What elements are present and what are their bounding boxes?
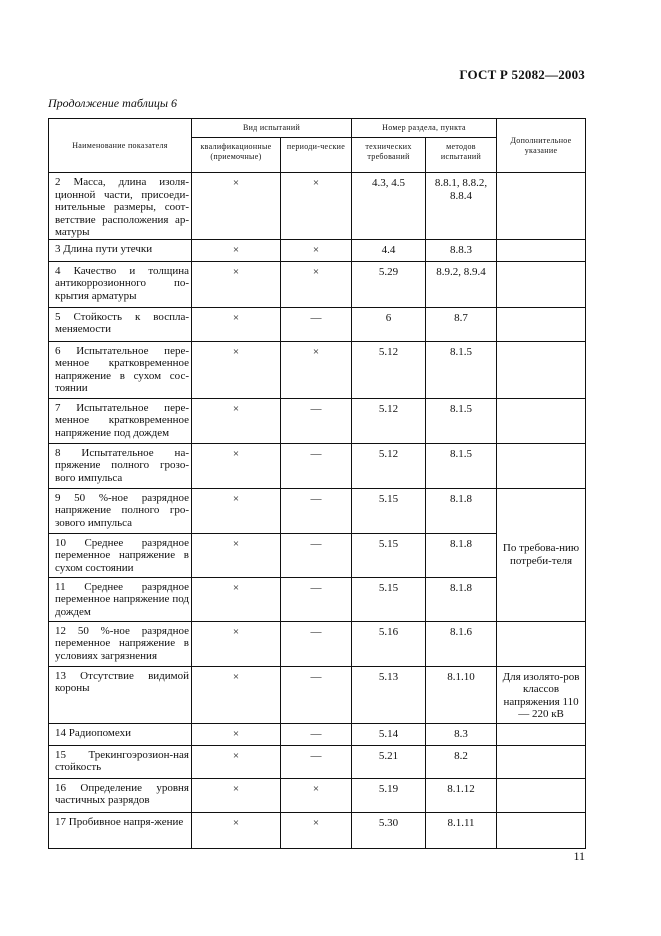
header-periodic: периоди-ческие — [281, 138, 352, 173]
tech-cell: 5.30 — [352, 812, 426, 848]
additional-cell — [497, 261, 586, 307]
table-row — [49, 307, 586, 341]
tech-cell: 4.3, 4.5 — [352, 173, 426, 240]
header-qualification: квалификационные (приемочные) — [192, 138, 281, 173]
qual-cell: × — [192, 666, 281, 723]
period-cell: — — [281, 398, 352, 443]
qual-cell: × — [192, 723, 281, 745]
additional-cell — [497, 745, 586, 778]
method-cell: 8.1.5 — [426, 341, 497, 398]
row-name: 2 Масса, длина изоля-ционной части, присоеди-нительные размеры, соот-ветствие расположения ар-матуры — [49, 173, 192, 240]
method-cell: 8.1.8 — [426, 488, 497, 533]
table-caption: Продолжение таблицы 6 — [48, 96, 178, 110]
period-cell: × — [281, 173, 352, 240]
row-name: 17 Пробивное напря-жение — [49, 812, 192, 848]
qual-cell: × — [192, 239, 281, 261]
tech-cell: 5.19 — [352, 778, 426, 812]
table-row — [49, 398, 586, 443]
additional-note-on-request: По требова-нию потреби-теля — [497, 488, 586, 621]
additional-cell — [497, 812, 586, 848]
additional-cell — [497, 173, 586, 240]
row-name: 12 50 %-ное разрядное переменное напряжение в условиях загрязнения — [49, 621, 192, 666]
period-cell: — — [281, 723, 352, 745]
qual-cell: × — [192, 533, 281, 577]
method-cell: 8.1.5 — [426, 443, 497, 488]
period-cell: — — [281, 533, 352, 577]
method-cell: 8.1.12 — [426, 778, 497, 812]
qual-cell: × — [192, 812, 281, 848]
row-name: 13 Отсутствие видимой короны — [49, 666, 192, 723]
additional-cell — [497, 341, 586, 398]
method-cell: 8.2 — [426, 745, 497, 778]
tech-cell: 5.15 — [352, 577, 426, 621]
tech-cell: 5.21 — [352, 745, 426, 778]
additional-cell — [497, 307, 586, 341]
tech-cell: 5.29 — [352, 261, 426, 307]
method-cell: 8.1.8 — [426, 533, 497, 577]
method-cell: 8.1.10 — [426, 666, 497, 723]
row-name: 4 Качество и толщина антикоррозионного по-крытия арматуры — [49, 261, 192, 307]
tech-cell: 5.12 — [352, 341, 426, 398]
method-cell: 8.1.6 — [426, 621, 497, 666]
table-row — [49, 443, 586, 488]
additional-cell — [497, 778, 586, 812]
table-row — [49, 341, 586, 398]
additional-cell — [497, 239, 586, 261]
table-row — [49, 621, 586, 666]
table-row — [49, 778, 586, 812]
row-name: 5 Стойкость к воспла-меняемости — [49, 307, 192, 341]
period-cell: × — [281, 239, 352, 261]
table-row — [49, 239, 586, 261]
document-code: ГОСТ Р 52082—2003 — [459, 67, 585, 82]
header-test-methods: методов испытаний — [426, 138, 497, 173]
period-cell: — — [281, 443, 352, 488]
row-name: 3 Длина пути утечки — [49, 239, 192, 261]
additional-cell — [497, 443, 586, 488]
table-row — [49, 173, 586, 240]
tech-cell: 5.13 — [352, 666, 426, 723]
additional-cell — [497, 398, 586, 443]
additional-cell — [497, 723, 586, 745]
period-cell: × — [281, 261, 352, 307]
header-tech-requirements: технических требований — [352, 138, 426, 173]
tech-cell: 5.12 — [352, 443, 426, 488]
page-number: 11 — [573, 849, 585, 863]
tech-cell: 5.16 — [352, 621, 426, 666]
tech-cell: 5.15 — [352, 533, 426, 577]
period-cell: — — [281, 577, 352, 621]
period-cell: × — [281, 341, 352, 398]
tech-cell: 5.12 — [352, 398, 426, 443]
row-name: 6 Испытательное пере-менное кратковременное напряжение в сухом сос-тоянии — [49, 341, 192, 398]
row-name: 11 Среднее разрядное переменное напряжение под дождем — [49, 577, 192, 621]
qual-cell: × — [192, 745, 281, 778]
row-name: 10 Среднее разрядное переменное напряжение в сухом состоянии — [49, 533, 192, 577]
header-test-type: Вид испытаний — [192, 119, 352, 138]
method-cell: 8.1.11 — [426, 812, 497, 848]
row-name: 15 Трекингоэрозион-ная стойкость — [49, 745, 192, 778]
method-cell: 8.9.2, 8.9.4 — [426, 261, 497, 307]
period-cell: — — [281, 621, 352, 666]
qual-cell: × — [192, 443, 281, 488]
qual-cell: × — [192, 398, 281, 443]
row-name: 7 Испытательное пере-менное кратковременное напряжение под дождем — [49, 398, 192, 443]
tech-cell: 5.15 — [352, 488, 426, 533]
row-name: 9 50 %-ное разрядное напряжение полного гро-зового импульса — [49, 488, 192, 533]
qual-cell: × — [192, 778, 281, 812]
qual-cell: × — [192, 341, 281, 398]
method-cell: 8.7 — [426, 307, 497, 341]
header-section-number: Номер раздела, пункта — [352, 119, 497, 138]
qual-cell: × — [192, 173, 281, 240]
row-name: 14 Радиопомехи — [49, 723, 192, 745]
qual-cell: × — [192, 261, 281, 307]
method-cell: 8.1.8 — [426, 577, 497, 621]
period-cell: — — [281, 745, 352, 778]
method-cell: 8.3 — [426, 723, 497, 745]
tech-cell: 4.4 — [352, 239, 426, 261]
table-row — [49, 745, 586, 778]
period-cell: × — [281, 778, 352, 812]
tech-cell: 6 — [352, 307, 426, 341]
additional-cell — [497, 621, 586, 666]
table-row — [49, 812, 586, 848]
row-name: 16 Определение уровня частичных разрядов — [49, 778, 192, 812]
test-table — [48, 118, 586, 849]
table-row — [49, 488, 586, 533]
period-cell: — — [281, 307, 352, 341]
header-additional: Дополнительное указание — [497, 119, 586, 173]
qual-cell: × — [192, 577, 281, 621]
table-row — [49, 723, 586, 745]
header-name: Наименование показателя — [49, 119, 192, 173]
period-cell: — — [281, 666, 352, 723]
qual-cell: × — [192, 307, 281, 341]
qual-cell: × — [192, 488, 281, 533]
table-row — [49, 666, 586, 723]
method-cell: 8.8.1, 8.8.2, 8.8.4 — [426, 173, 497, 240]
row-name: 8 Испытательное на-пряжение полного грозо-вого импульса — [49, 443, 192, 488]
period-cell: — — [281, 488, 352, 533]
method-cell: 8.8.3 — [426, 239, 497, 261]
method-cell: 8.1.5 — [426, 398, 497, 443]
period-cell: × — [281, 812, 352, 848]
table-row — [49, 261, 586, 307]
tech-cell: 5.14 — [352, 723, 426, 745]
qual-cell: × — [192, 621, 281, 666]
additional-note-insulators: Для изолято-ров классов напряжения 110— 220 кВ — [497, 666, 586, 723]
